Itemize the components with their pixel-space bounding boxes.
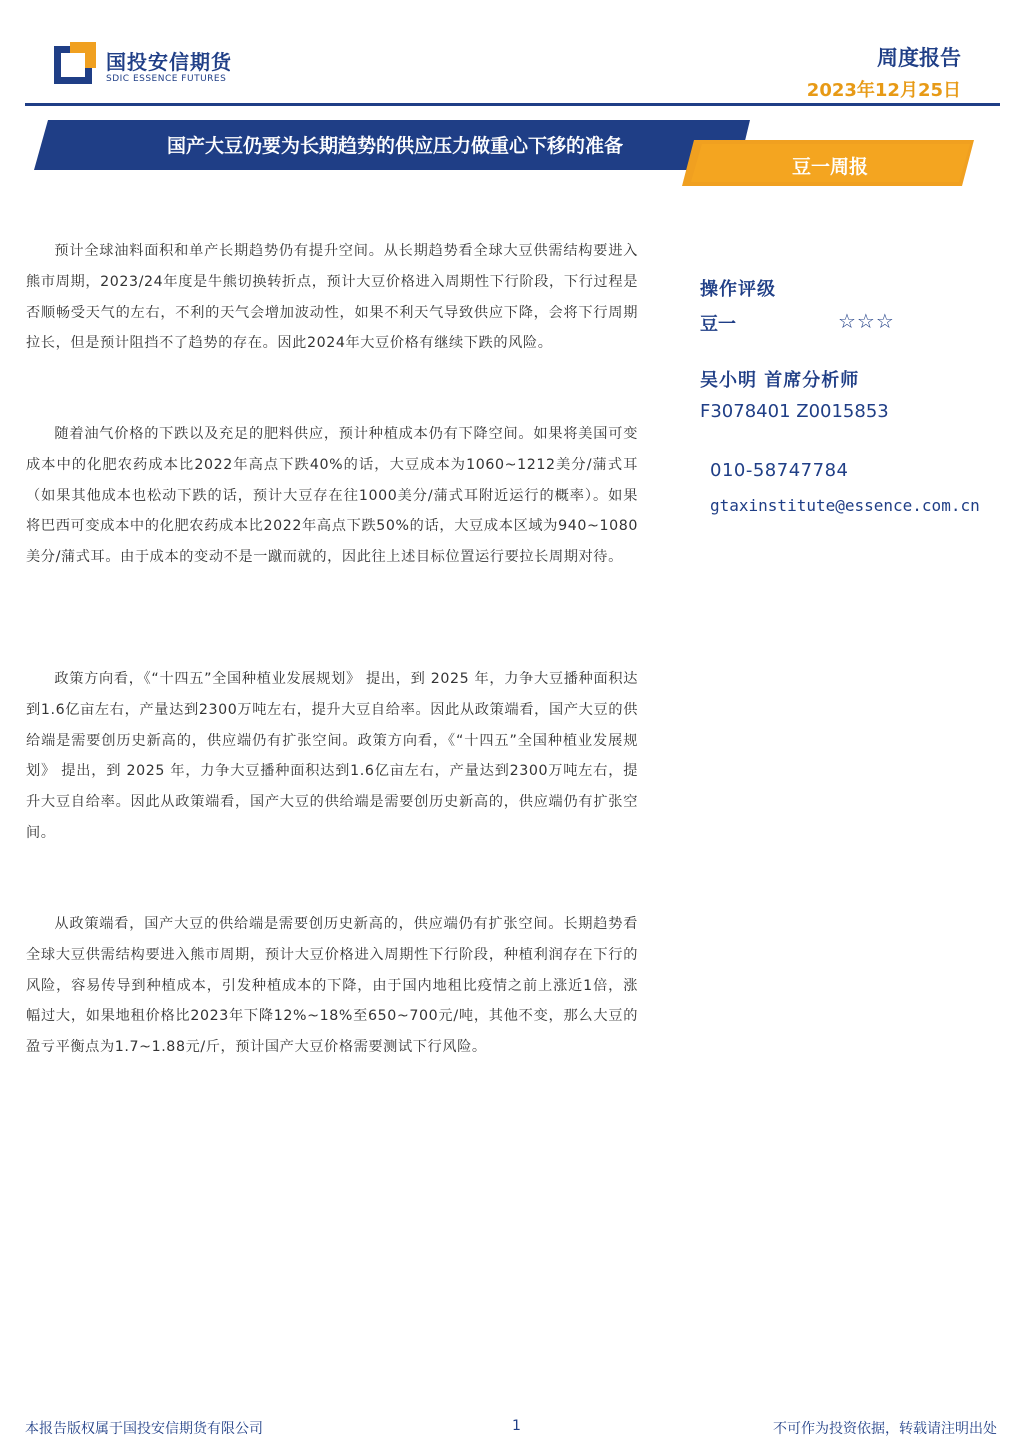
company-name-en: SDIC ESSENCE FUTURES	[106, 74, 227, 84]
paragraph-text: 从政策端看，国产大豆的供给端是需要创历史新高的，供应端仍有扩张空间。长期趋势看全球大豆供需结构要进入熊市周期，预计大豆价格进入周期性下行阶段，种植利润存在下行的风险，容易传导到种植成本，引发种植成本的下降，由于国内地租比疫情之前上涨近1倍，涨幅过大，如果地租价格比2023年下降12%~18%至650~700元/吨，其他不变，那么大豆的盈亏平衡点为1.7~1.88元/斤，预计国产大豆价格需要测试下行风险。	[26, 916, 638, 1056]
paragraph-text: 预计全球油料面积和单产长期趋势仍有提升空间。从长期趋势看全球大豆供需结构要进入熊市周期，2023/24年度是牛熊切换转折点，预计大豆价格进入周期性下行阶段，下行过程是否顺畅受天气的左右，不利的天气会增加波动性，如果不利天气导致供应下降，会将下行周期拉长，但是预计阻挡不了趋势的存在。因此2024年大豆价格有继续下跌的风险。	[26, 243, 638, 352]
footer-disclaimer: 不可作为投资依据，转载请注明出处	[773, 1421, 997, 1437]
paragraph-text: 随着油气价格的下跌以及充足的肥料供应，预计种植成本仍有下降空间。如果将美国可变成本中的化肥农药成本比2022年高点下跌40%的话，大豆成本为1060~1212美分/蒲式耳（如果其他成本也松动下跌的话，预计大豆存在往1000美分/蒲式耳附近运行的概率）。如果将巴西可变成本中的化肥农药成本比2022年高点下跌50%的话，大豆成本区域为940~1080美分/蒲式耳。由于成本的变动不是一蹴而就的，因此往上述目标位置运行要拉长周期对待。	[26, 426, 638, 566]
rating-label: 操作评级	[700, 279, 776, 300]
report-type: 周度报告	[877, 46, 961, 70]
report-category-tag: 豆一周报	[791, 156, 868, 178]
page-number: 1	[512, 1418, 521, 1434]
rating-product: 豆一	[700, 314, 736, 335]
rating-stars: ☆☆☆	[838, 309, 895, 333]
report-title: 国产大豆仍要为长期趋势的供应压力做重心下移的准备	[166, 135, 623, 157]
body-paragraph	[26, 419, 638, 573]
body-paragraph	[26, 664, 638, 849]
footer-copyright: 本报告版权属于国投安信期货有限公司	[25, 1421, 263, 1437]
contact-email[interactable]: gtaxinstitute@essence.com.cn	[710, 496, 980, 515]
body-paragraph	[26, 909, 638, 1063]
company-name-cn: 国投安信期货	[106, 50, 232, 74]
paragraph-text: 政策方向看，《“十四五”全国种植业发展规划》 提出，到 2025 年，力争大豆播种面积达到1.6亿亩左右，产量达到2300万吨左右，提升大豆自给率。因此从政策端看，国产大豆的供给端是需要创历史新高的，供应端仍有扩张空间。政策方向看，《“十四五”全国种植业发展规划》 提出，到 2025 年，力争大豆播种面积达到1.6亿亩左右，产量达到2300万吨左右，提升大豆自给率。因此从政策端看，国产大豆的供给端是需要创历史新高的，供应端仍有扩张空间。	[26, 671, 638, 841]
body-paragraph	[26, 236, 638, 359]
logo-mark-icon	[54, 42, 96, 84]
contact-phone: 010-58747784	[710, 460, 849, 481]
analyst-certificate: F3078401 Z0015853	[700, 401, 889, 422]
company-logo	[54, 42, 254, 88]
analyst-name: 吴小明 首席分析师	[700, 370, 860, 391]
report-date: 2023年12月25日	[806, 80, 961, 101]
header-divider	[25, 103, 1000, 106]
